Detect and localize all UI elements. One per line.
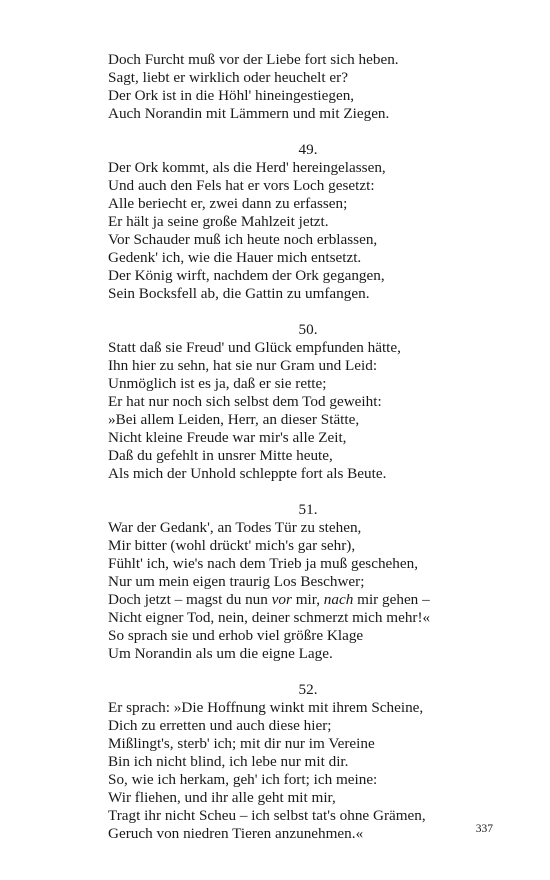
stanza-number: 51. [298,501,318,518]
emphasized-word: nach [323,591,354,608]
verse-line: Wir fliehen, und ihr alle geht mit mir, [108,789,336,806]
verse-line: Der König wirft, nachdem der Ork gegangen, [108,267,385,284]
page-number: 337 [475,823,493,835]
verse-line: Mißlingt's, sterb' ich; mit dir nur im Vereine [108,735,375,752]
verse-line: Gedenk' ich, wie die Hauer mich entsetzt. [108,249,362,266]
verse-line: So, wie ich herkam, geh' ich fort; ich meine: [108,771,378,788]
verse-line: War der Gedank', an Todes Tür zu stehen, [108,519,362,536]
verse-line: Er hält ja seine große Mahlzeit jetzt. [108,213,329,230]
verse-line: Er hat nur noch sich selbst dem Tod geweiht: [108,393,382,410]
verse-line: Ihn hier zu sehn, hat sie nur Gram und Leid: [108,357,378,374]
verse-line: So sprach sie und erhob viel größre Klage [108,627,364,644]
verse-line: Sagt, liebt er wirklich oder heuchelt er? [108,69,348,86]
verse-line: Geruch von niedren Tieren anzunehmen.« [108,825,364,842]
verse-line: Bin ich nicht blind, ich lebe nur mit dir. [108,753,349,770]
verse-line: Unmöglich ist es ja, daß er sie rette; [108,375,327,392]
verse-line: Er sprach: »Die Hoffnung winkt mit ihrem Scheine, [108,699,424,716]
verse-line: Als mich der Unhold schleppte fort als Beute. [108,465,387,482]
stanza-number: 52. [298,681,318,698]
poem-text [108,51,508,843]
stanza-50 [108,321,508,483]
stanza-number: 50. [298,321,318,338]
verse-line: Vor Schauder muß ich heute noch erblassen, [108,231,378,248]
verse-line: »Bei allem Leiden, Herr, an dieser Stätte, [108,411,360,428]
stanza-49 [108,141,508,303]
verse-line: Der Ork kommt, als die Herd' hereingelassen, [108,159,386,176]
verse-line: Nur um mein eigen traurig Los Beschwer; [108,573,365,590]
verse-line: Tragt ihr nicht Scheu – ich selbst tat's ohne Grämen, [108,807,426,824]
verse-line: Statt daß sie Freud' und Glück empfunden hätte, [108,339,401,356]
verse-line: Fühlt' ich, wie's nach dem Trieb ja muß geschehen, [108,555,419,572]
stanza-48-end [108,51,508,123]
verse-line: Der Ork ist in die Höhl' hineingestiegen, [108,87,355,104]
verse-line: Sein Bocksfell ab, die Gattin zu umfangen. [108,285,370,302]
verse-line-with-italics: Doch jetzt – magst du nun vor mir, nach mir gehen – [108,591,430,608]
verse-line: Und auch den Fels hat er vors Loch gesetzt: [108,177,375,194]
stanza-51 [108,501,508,663]
stanza-52 [108,681,508,843]
verse-line: Auch Norandin mit Lämmern und mit Ziegen. [108,105,390,122]
verse-line: Alle beriecht er, zwei dann zu erfassen; [108,195,348,212]
verse-line: Nicht eigner Tod, nein, deiner schmerzt mich mehr!« [108,609,431,626]
verse-line: Um Norandin als um die eigne Lage. [108,645,333,662]
verse-line: Doch Furcht muß vor der Liebe fort sich heben. [108,51,399,68]
stanza-number: 49. [298,141,318,158]
emphasized-word: vor [271,591,292,608]
verse-line: Dich zu erretten und auch diese hier; [108,717,332,734]
verse-line: Mir bitter (wohl drückt' mich's gar sehr), [108,537,356,554]
verse-line: Nicht kleine Freude war mir's alle Zeit, [108,429,347,446]
verse-line: Daß du gefehlt in unsrer Mitte heute, [108,447,333,464]
